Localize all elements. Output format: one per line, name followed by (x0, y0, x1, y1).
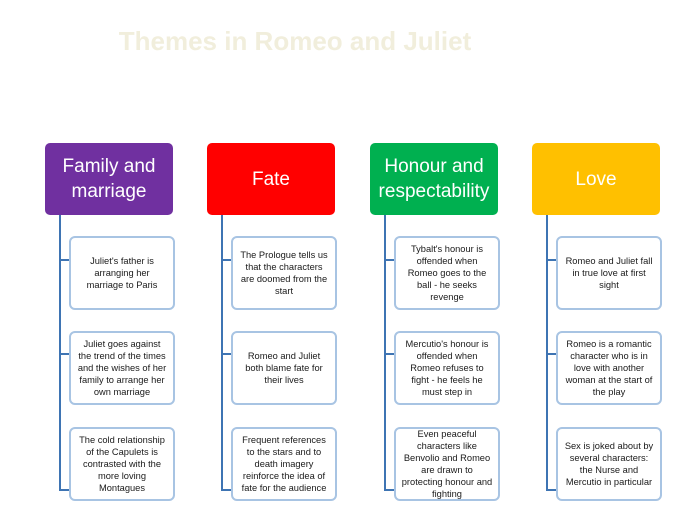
theme-point-card: The cold relationship of the Capulets is contrasted with the more loving Montagues (69, 427, 175, 501)
theme-point-card: Romeo is a romantic character who is in love with another woman at the start of the play (556, 331, 662, 405)
connector-branch (546, 259, 556, 261)
connector-branch (384, 259, 394, 261)
theme-header-family: Family and marriage (45, 143, 173, 215)
theme-point-card: Frequent references to the stars and to death imagery reinforce the idea of fate for the audience (231, 427, 337, 501)
theme-column-fate (207, 143, 337, 518)
theme-header-love: Love (532, 143, 660, 215)
theme-point-card: Romeo and Juliet fall in true love at first sight (556, 236, 662, 310)
connector-branch (59, 353, 69, 355)
connector-branch (221, 489, 231, 491)
theme-point-card: The Prologue tells us that the characters are doomed from the start (231, 236, 337, 310)
theme-point-card: Sex is joked about by several characters: the Nurse and Mercutio in particular (556, 427, 662, 501)
theme-point-card: Mercutio's honour is offended when Romeo refuses to fight - he feels he must step in (394, 331, 500, 405)
slide-title: Themes in Romeo and Juliet (118, 26, 472, 56)
connector-branch (59, 259, 69, 261)
connector-branch (221, 259, 231, 261)
theme-header-honour: Honour and respectability (370, 143, 498, 215)
theme-point-card: Juliet's father is arranging her marriage to Paris (69, 236, 175, 310)
connector-branch (384, 353, 394, 355)
theme-point-card: Romeo and Juliet both blame fate for their lives (231, 331, 337, 405)
theme-column-honour (370, 143, 500, 518)
theme-point-card: Juliet goes against the trend of the times and the wishes of her family to arrange her own marriage (69, 331, 175, 405)
theme-point-card: Tybalt's honour is offended when Romeo goes to the ball - he seeks revenge (394, 236, 500, 310)
theme-column-family (45, 143, 175, 518)
connector-branch (546, 353, 556, 355)
connector-branch (546, 489, 556, 491)
theme-header-fate: Fate (207, 143, 335, 215)
theme-column-love (532, 143, 662, 518)
connector-branch (59, 489, 69, 491)
theme-point-card: Even peaceful characters like Benvolio and Romeo are drawn to protecting honour and fighting (394, 427, 500, 501)
connector-branch (384, 489, 394, 491)
connector-branch (221, 353, 231, 355)
